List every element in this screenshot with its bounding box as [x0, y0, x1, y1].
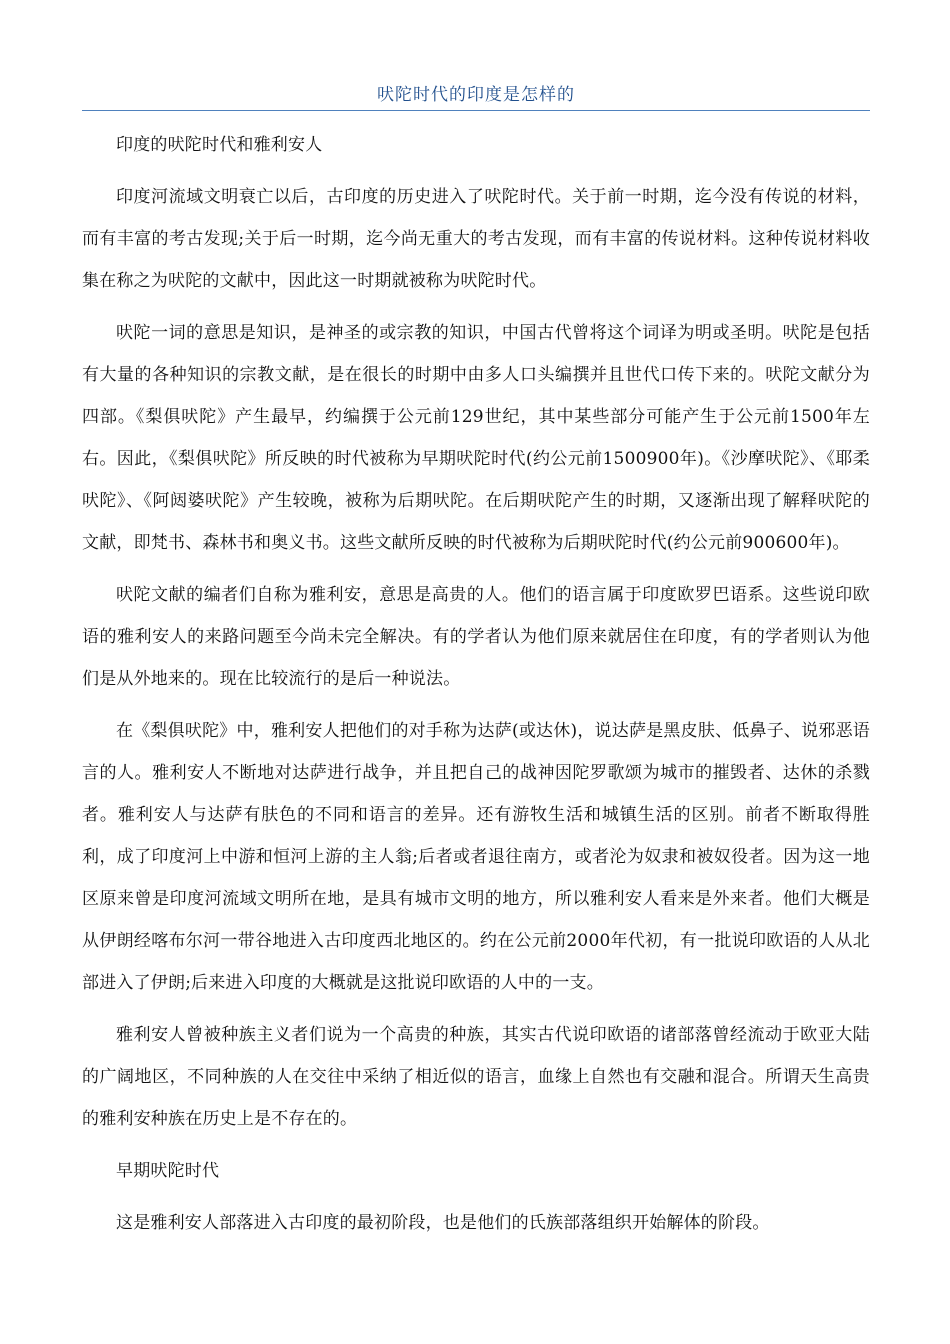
document-body — [82, 124, 870, 1244]
paragraph-aryan-origin: 吠陀文献的编者们自称为雅利安，意思是高贵的人。他们的语言属于印度欧罗巴语系。这些说印欧语的雅利安人的来路问题至今尚未完全解决。有的学者认为他们原来就居住在印度，有的学者则认为他们是从外地来的。现在比较流行的是后一种说法。 — [82, 585, 870, 689]
paragraph-veda-meaning: 吠陀一词的意思是知识，是神圣的或宗教的知识，中国古代曾将这个词译为明或圣明。吠陀是包括有大量的各种知识的宗教文献，是在很长的时期中由多人口头编撰并且世代口传下来的。吠陀文献分为四部。《梨俱吠陀》产生最早，约编撰于公元前129世纪，其中某些部分可能产生于公元前1500年左右。因此，《梨俱吠陀》所反映的时代被称为早期吠陀时代(约公元前1500900年)。《沙摩吠陀》、《耶柔吠陀》、《阿闼婆吠陀》产生较晚，被称为后期吠陀。在后期吠陀产生的时期，又逐渐出现了解释吠陀的文献，即梵书、森林书和奥义书。这些文献所反映的时代被称为后期吠陀时代(约公元前900600年)。 — [82, 323, 870, 553]
paragraph-vedic-intro: 印度河流域文明衰亡以后，古印度的历史进入了吠陀时代。关于前一时期，迄今没有传说的材料，而有丰富的考古发现;关于后一时期，迄今尚无重大的考古发现，而有丰富的传说材料。这种传说材料收集在称之为吠陀的文献中，因此这一时期就被称为吠陀时代。 — [82, 187, 870, 291]
paragraph-early-vedic-intro: 这是雅利安人部落进入古印度的最初阶段，也是他们的氏族部落组织开始解体的阶段。 — [116, 1213, 770, 1233]
paragraph-dasa-conflict: 在《梨俱吠陀》中，雅利安人把他们的对手称为达萨(或达休)，说达萨是黑皮肤、低鼻子、说邪恶语言的人。雅利安人不断地对达萨进行战争，并且把自己的战神因陀罗歌颂为城市的摧毁者、达休的杀戮者。雅利安人与达萨有肤色的不同和语言的差异。还有游牧生活和城镇生活的区别。前者不断取得胜利，成了印度河上中游和恒河上游的主人翁;后者或者退往南方，或者沦为奴隶和被奴役者。因为这一地区原来曾是印度河流域文明所在地，是具有城市文明的地方，所以雅利安人看来是外来者。他们大概是从伊朗经喀布尔河一带谷地进入古印度西北地区的。约在公元前2000年代初，有一批说印欧语的人从北部进入了伊朗;后来进入印度的大概就是这批说印欧语的人中的一支。 — [82, 721, 870, 993]
document-title: 吠陀时代的印度是怎样的 — [377, 85, 575, 105]
section-heading-early-vedic: 早期吠陀时代 — [116, 1161, 220, 1181]
document-header — [82, 78, 870, 111]
section-heading-vedic-aryans: 印度的吠陀时代和雅利安人 — [116, 135, 323, 155]
paragraph-race-myth: 雅利安人曾被种族主义者们说为一个高贵的种族，其实古代说印欧语的诸部落曾经流动于欧亚大陆的广阔地区，不同种族的人在交往中采纳了相近似的语言，血缘上自然也有交融和混合。所谓天生高贵的雅利安种族在历史上是不存在的。 — [82, 1025, 870, 1129]
